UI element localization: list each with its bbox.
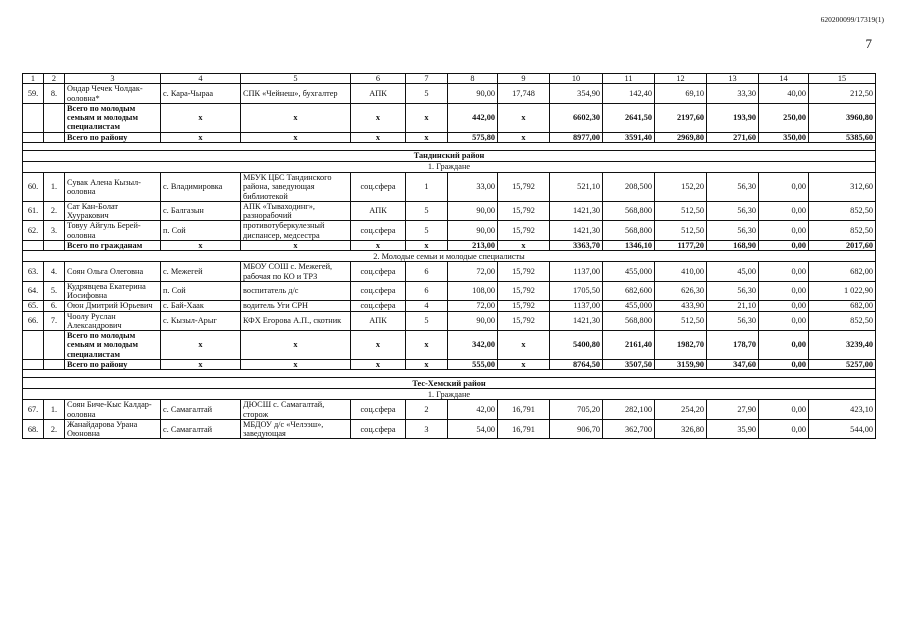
col10-value: 8977,00 bbox=[550, 132, 603, 142]
family-size: х bbox=[406, 132, 448, 142]
col12-value: 2197,60 bbox=[655, 103, 707, 132]
settlement: х bbox=[161, 360, 241, 370]
table-row bbox=[23, 311, 876, 331]
workplace: х bbox=[241, 331, 351, 360]
col11-value: 142,40 bbox=[603, 84, 655, 104]
col12-value: 326,80 bbox=[655, 419, 707, 439]
family-size: 5 bbox=[406, 84, 448, 104]
norm: 15,792 bbox=[498, 172, 550, 201]
norm: х bbox=[498, 103, 550, 132]
family-size: 5 bbox=[406, 201, 448, 221]
column-header: 10 bbox=[550, 74, 603, 84]
col10-value: 8764,50 bbox=[550, 360, 603, 370]
norm: 15,792 bbox=[498, 262, 550, 282]
norm: 16,791 bbox=[498, 400, 550, 420]
full-name: Сат Кан-Болат Хууракович bbox=[65, 201, 161, 221]
sub-number: 1. bbox=[44, 400, 65, 420]
norm: х bbox=[498, 132, 550, 142]
family-size: 1 bbox=[406, 172, 448, 201]
spacer-row bbox=[23, 142, 876, 150]
column-header: 12 bbox=[655, 74, 707, 84]
col10-value: 1137,00 bbox=[550, 262, 603, 282]
row-number: 60. bbox=[23, 172, 44, 201]
spacer-cell bbox=[23, 142, 876, 150]
workplace: х bbox=[241, 240, 351, 250]
col15-value: 682,00 bbox=[809, 301, 876, 311]
col13-value: 178,70 bbox=[707, 331, 759, 360]
column-header: 1 bbox=[23, 74, 44, 84]
category-heading: 2. Молодые семьи и молодые специалисты bbox=[23, 251, 876, 262]
col15-value: 5385,60 bbox=[809, 132, 876, 142]
norm: х bbox=[498, 331, 550, 360]
sector: х bbox=[351, 240, 406, 250]
table-row bbox=[23, 84, 876, 104]
column-header: 8 bbox=[448, 74, 498, 84]
col15-value: 2017,60 bbox=[809, 240, 876, 250]
family-size: 6 bbox=[406, 262, 448, 282]
col11-value: 568,800 bbox=[603, 201, 655, 221]
col10-value: 1137,00 bbox=[550, 301, 603, 311]
document-id: 620200099/17319(1) bbox=[820, 15, 884, 24]
col15-value: 852,50 bbox=[809, 221, 876, 241]
sector: АПК bbox=[351, 84, 406, 104]
page-number: 7 bbox=[865, 36, 872, 51]
area: 72,00 bbox=[448, 301, 498, 311]
spacer-row bbox=[23, 370, 876, 378]
sector: соц.сфера bbox=[351, 221, 406, 241]
norm: 17,748 bbox=[498, 84, 550, 104]
column-header: 2 bbox=[44, 74, 65, 84]
workplace: х bbox=[241, 103, 351, 132]
norm: х bbox=[498, 360, 550, 370]
settlement: с. Самагалтай bbox=[161, 419, 241, 439]
col13-value: 27,90 bbox=[707, 400, 759, 420]
col12-value: 626,30 bbox=[655, 281, 707, 301]
norm: х bbox=[498, 240, 550, 250]
sub-number bbox=[44, 240, 65, 250]
col12-value: 512,50 bbox=[655, 221, 707, 241]
col10-value: 354,90 bbox=[550, 84, 603, 104]
area: 90,00 bbox=[448, 84, 498, 104]
norm: 16,791 bbox=[498, 419, 550, 439]
row-number: 67. bbox=[23, 400, 44, 420]
settlement: с. Балгазын bbox=[161, 201, 241, 221]
col14-value: 0,00 bbox=[759, 360, 809, 370]
col11-value: 1346,10 bbox=[603, 240, 655, 250]
norm: 15,792 bbox=[498, 201, 550, 221]
col15-value: 5257,00 bbox=[809, 360, 876, 370]
full-name: Товуу Айгуль Берей-ооловна bbox=[65, 221, 161, 241]
workplace: МБДОУ д/с «Челээш», заведующая bbox=[241, 419, 351, 439]
full-name: Всего по району bbox=[65, 132, 161, 142]
total-row bbox=[23, 331, 876, 360]
sector: АПК bbox=[351, 201, 406, 221]
total-row bbox=[23, 132, 876, 142]
row-number bbox=[23, 240, 44, 250]
settlement: с. Кара-Чыраа bbox=[161, 84, 241, 104]
family-size: 2 bbox=[406, 400, 448, 420]
col13-value: 56,30 bbox=[707, 281, 759, 301]
category-heading: 1. Граждане bbox=[23, 389, 876, 400]
col15-value: 852,50 bbox=[809, 201, 876, 221]
family-size: 3 bbox=[406, 419, 448, 439]
full-name: Соян Ольга Олеговна bbox=[65, 262, 161, 282]
col15-value: 682,00 bbox=[809, 262, 876, 282]
col15-value: 544,00 bbox=[809, 419, 876, 439]
col11-value: 455,000 bbox=[603, 301, 655, 311]
col13-value: 56,30 bbox=[707, 221, 759, 241]
col12-value: 512,50 bbox=[655, 201, 707, 221]
col10-value: 1705,50 bbox=[550, 281, 603, 301]
col14-value: 0,00 bbox=[759, 419, 809, 439]
sub-number: 8. bbox=[44, 84, 65, 104]
area: 555,00 bbox=[448, 360, 498, 370]
family-size: х bbox=[406, 240, 448, 250]
col13-value: 271,60 bbox=[707, 132, 759, 142]
district-heading: Тандинский район bbox=[23, 150, 876, 161]
sub-number: 4. bbox=[44, 262, 65, 282]
area: 90,00 bbox=[448, 201, 498, 221]
norm: 15,792 bbox=[498, 311, 550, 331]
sector: соц.сфера bbox=[351, 301, 406, 311]
sector: х bbox=[351, 132, 406, 142]
full-name: Жанайдарова Урана Оюновна bbox=[65, 419, 161, 439]
area: 342,00 bbox=[448, 331, 498, 360]
col12-value: 1177,20 bbox=[655, 240, 707, 250]
area: 42,00 bbox=[448, 400, 498, 420]
sub-number bbox=[44, 331, 65, 360]
settlement: с. Самагалтай bbox=[161, 400, 241, 420]
full-name: Всего по молодым семьям и молодым специалистам bbox=[65, 103, 161, 132]
sector: соц.сфера bbox=[351, 400, 406, 420]
area: 108,00 bbox=[448, 281, 498, 301]
workplace: х bbox=[241, 132, 351, 142]
table-row bbox=[23, 419, 876, 439]
row-number: 65. bbox=[23, 301, 44, 311]
col11-value: 362,700 bbox=[603, 419, 655, 439]
row-number: 61. bbox=[23, 201, 44, 221]
col10-value: 6602,30 bbox=[550, 103, 603, 132]
family-size: х bbox=[406, 103, 448, 132]
col14-value: 0,00 bbox=[759, 240, 809, 250]
col14-value: 0,00 bbox=[759, 221, 809, 241]
sub-number: 3. bbox=[44, 221, 65, 241]
col11-value: 282,100 bbox=[603, 400, 655, 420]
col12-value: 2969,80 bbox=[655, 132, 707, 142]
settlement: х bbox=[161, 103, 241, 132]
col13-value: 33,30 bbox=[707, 84, 759, 104]
settlement: с. Кызыл-Арыг bbox=[161, 311, 241, 331]
sub-number bbox=[44, 103, 65, 132]
column-header: 11 bbox=[603, 74, 655, 84]
family-size: х bbox=[406, 331, 448, 360]
workplace: противотуберкулезный диспансер, медсестра bbox=[241, 221, 351, 241]
workplace: АПК «Тываходинг», разнорабочий bbox=[241, 201, 351, 221]
header-row bbox=[23, 74, 876, 84]
row-number: 62. bbox=[23, 221, 44, 241]
workplace: КФХ Егорова А.П., скотник bbox=[241, 311, 351, 331]
family-size: 5 bbox=[406, 221, 448, 241]
norm: 15,792 bbox=[498, 221, 550, 241]
family-size: 5 bbox=[406, 311, 448, 331]
col10-value: 705,20 bbox=[550, 400, 603, 420]
col12-value: 433,90 bbox=[655, 301, 707, 311]
col11-value: 2641,50 bbox=[603, 103, 655, 132]
settlement: п. Сой bbox=[161, 221, 241, 241]
col14-value: 0,00 bbox=[759, 400, 809, 420]
row-number bbox=[23, 360, 44, 370]
col15-value: 423,10 bbox=[809, 400, 876, 420]
col14-value: 0,00 bbox=[759, 262, 809, 282]
settlement: х bbox=[161, 240, 241, 250]
col15-value: 212,50 bbox=[809, 84, 876, 104]
area: 213,00 bbox=[448, 240, 498, 250]
col11-value: 455,000 bbox=[603, 262, 655, 282]
col13-value: 347,60 bbox=[707, 360, 759, 370]
table-row bbox=[23, 221, 876, 241]
col15-value: 852,50 bbox=[809, 311, 876, 331]
district-heading: Тес-Хемский район bbox=[23, 378, 876, 389]
sector: соц.сфера bbox=[351, 172, 406, 201]
col13-value: 21,10 bbox=[707, 301, 759, 311]
row-number: 59. bbox=[23, 84, 44, 104]
sector: соц.сфера bbox=[351, 281, 406, 301]
settlement: п. Сой bbox=[161, 281, 241, 301]
workplace: ДЮСШ с. Самагалтай, сторож bbox=[241, 400, 351, 420]
category-row bbox=[23, 161, 876, 172]
col11-value: 208,500 bbox=[603, 172, 655, 201]
row-number: 63. bbox=[23, 262, 44, 282]
sub-number: 2. bbox=[44, 419, 65, 439]
area: 72,00 bbox=[448, 262, 498, 282]
col12-value: 69,10 bbox=[655, 84, 707, 104]
table-row bbox=[23, 201, 876, 221]
col10-value: 1421,30 bbox=[550, 311, 603, 331]
col11-value: 568,800 bbox=[603, 221, 655, 241]
row-number: 66. bbox=[23, 311, 44, 331]
col10-value: 1421,30 bbox=[550, 221, 603, 241]
col14-value: 0,00 bbox=[759, 311, 809, 331]
full-name: Ондар Чечек Чолдак-ооловна* bbox=[65, 84, 161, 104]
area: 442,00 bbox=[448, 103, 498, 132]
district-row bbox=[23, 378, 876, 389]
spacer-cell bbox=[23, 370, 876, 378]
total-row bbox=[23, 360, 876, 370]
col15-value: 3239,40 bbox=[809, 331, 876, 360]
sector: соц.сфера bbox=[351, 419, 406, 439]
col14-value: 0,00 bbox=[759, 301, 809, 311]
col14-value: 0,00 bbox=[759, 172, 809, 201]
column-header: 7 bbox=[406, 74, 448, 84]
settlement: с. Бай-Хаак bbox=[161, 301, 241, 311]
full-name: Всего по гражданам bbox=[65, 240, 161, 250]
col14-value: 40,00 bbox=[759, 84, 809, 104]
row-number bbox=[23, 331, 44, 360]
sector: АПК bbox=[351, 311, 406, 331]
total-row bbox=[23, 103, 876, 132]
full-name: Оюн Дмитрий Юрьевич bbox=[65, 301, 161, 311]
col11-value: 568,800 bbox=[603, 311, 655, 331]
col14-value: 250,00 bbox=[759, 103, 809, 132]
col14-value: 0,00 bbox=[759, 201, 809, 221]
col14-value: 0,00 bbox=[759, 281, 809, 301]
workplace: МБУК ЦБС Тандинского района, заведующая библиотекой bbox=[241, 172, 351, 201]
category-heading: 1. Граждане bbox=[23, 161, 876, 172]
column-header: 14 bbox=[759, 74, 809, 84]
table-row bbox=[23, 301, 876, 311]
full-name: Кудрявцева Екатерина Иосифовна bbox=[65, 281, 161, 301]
col10-value: 3363,70 bbox=[550, 240, 603, 250]
col13-value: 56,30 bbox=[707, 201, 759, 221]
col10-value: 906,70 bbox=[550, 419, 603, 439]
row-number bbox=[23, 132, 44, 142]
col11-value: 3591,40 bbox=[603, 132, 655, 142]
full-name: Всего по району bbox=[65, 360, 161, 370]
table-row bbox=[23, 262, 876, 282]
family-size: 4 bbox=[406, 301, 448, 311]
col12-value: 152,20 bbox=[655, 172, 707, 201]
table-row bbox=[23, 281, 876, 301]
col12-value: 254,20 bbox=[655, 400, 707, 420]
col10-value: 521,10 bbox=[550, 172, 603, 201]
col13-value: 56,30 bbox=[707, 172, 759, 201]
sub-number: 5. bbox=[44, 281, 65, 301]
row-number: 64. bbox=[23, 281, 44, 301]
family-size: х bbox=[406, 360, 448, 370]
workplace: водитель Уги СРН bbox=[241, 301, 351, 311]
col13-value: 193,90 bbox=[707, 103, 759, 132]
workplace: МБОУ СОШ с. Межегей, рабочая по КО и ТРЗ bbox=[241, 262, 351, 282]
data-table bbox=[22, 73, 876, 439]
column-header: 3 bbox=[65, 74, 161, 84]
sector: х bbox=[351, 103, 406, 132]
workplace: СПК «Чейнеш», бухгалтер bbox=[241, 84, 351, 104]
sector: х bbox=[351, 360, 406, 370]
sub-number: 7. bbox=[44, 311, 65, 331]
sub-number: 2. bbox=[44, 201, 65, 221]
settlement: х bbox=[161, 331, 241, 360]
settlement: с. Владимировка bbox=[161, 172, 241, 201]
col14-value: 0,00 bbox=[759, 331, 809, 360]
sector: соц.сфера bbox=[351, 262, 406, 282]
col11-value: 2161,40 bbox=[603, 331, 655, 360]
col14-value: 350,00 bbox=[759, 132, 809, 142]
full-name: Всего по молодым семьям и молодым специалистам bbox=[65, 331, 161, 360]
col15-value: 3960,80 bbox=[809, 103, 876, 132]
col15-value: 1 022,90 bbox=[809, 281, 876, 301]
col12-value: 512,50 bbox=[655, 311, 707, 331]
full-name: Сувак Алена Кызыл-ооловна bbox=[65, 172, 161, 201]
col13-value: 35,90 bbox=[707, 419, 759, 439]
area: 90,00 bbox=[448, 221, 498, 241]
full-name: Соян Биче-Кыс Калдар-ооловна bbox=[65, 400, 161, 420]
workplace: воспитатель д/с bbox=[241, 281, 351, 301]
row-number bbox=[23, 103, 44, 132]
col12-value: 410,00 bbox=[655, 262, 707, 282]
area: 33,00 bbox=[448, 172, 498, 201]
category-row bbox=[23, 251, 876, 262]
column-header: 6 bbox=[351, 74, 406, 84]
category-row bbox=[23, 389, 876, 400]
col11-value: 682,600 bbox=[603, 281, 655, 301]
col11-value: 3507,50 bbox=[603, 360, 655, 370]
table-row bbox=[23, 172, 876, 201]
column-header: 9 bbox=[498, 74, 550, 84]
settlement: с. Межегей bbox=[161, 262, 241, 282]
col15-value: 312,60 bbox=[809, 172, 876, 201]
norm: 15,792 bbox=[498, 281, 550, 301]
col13-value: 56,30 bbox=[707, 311, 759, 331]
sub-number: 6. bbox=[44, 301, 65, 311]
column-header: 15 bbox=[809, 74, 876, 84]
col12-value: 1982,70 bbox=[655, 331, 707, 360]
col13-value: 45,00 bbox=[707, 262, 759, 282]
area: 575,80 bbox=[448, 132, 498, 142]
row-number: 68. bbox=[23, 419, 44, 439]
table-row bbox=[23, 400, 876, 420]
sub-number bbox=[44, 132, 65, 142]
district-row bbox=[23, 150, 876, 161]
full-name: Чоолу Руслан Александрович bbox=[65, 311, 161, 331]
total-row bbox=[23, 240, 876, 250]
area: 54,00 bbox=[448, 419, 498, 439]
sector: х bbox=[351, 331, 406, 360]
settlement: х bbox=[161, 132, 241, 142]
col10-value: 5400,80 bbox=[550, 331, 603, 360]
column-header: 4 bbox=[161, 74, 241, 84]
col12-value: 3159,90 bbox=[655, 360, 707, 370]
column-header: 13 bbox=[707, 74, 759, 84]
area: 90,00 bbox=[448, 311, 498, 331]
sub-number bbox=[44, 360, 65, 370]
workplace: х bbox=[241, 360, 351, 370]
sub-number: 1. bbox=[44, 172, 65, 201]
col10-value: 1421,30 bbox=[550, 201, 603, 221]
col13-value: 168,90 bbox=[707, 240, 759, 250]
column-header: 5 bbox=[241, 74, 351, 84]
norm: 15,792 bbox=[498, 301, 550, 311]
family-size: 6 bbox=[406, 281, 448, 301]
